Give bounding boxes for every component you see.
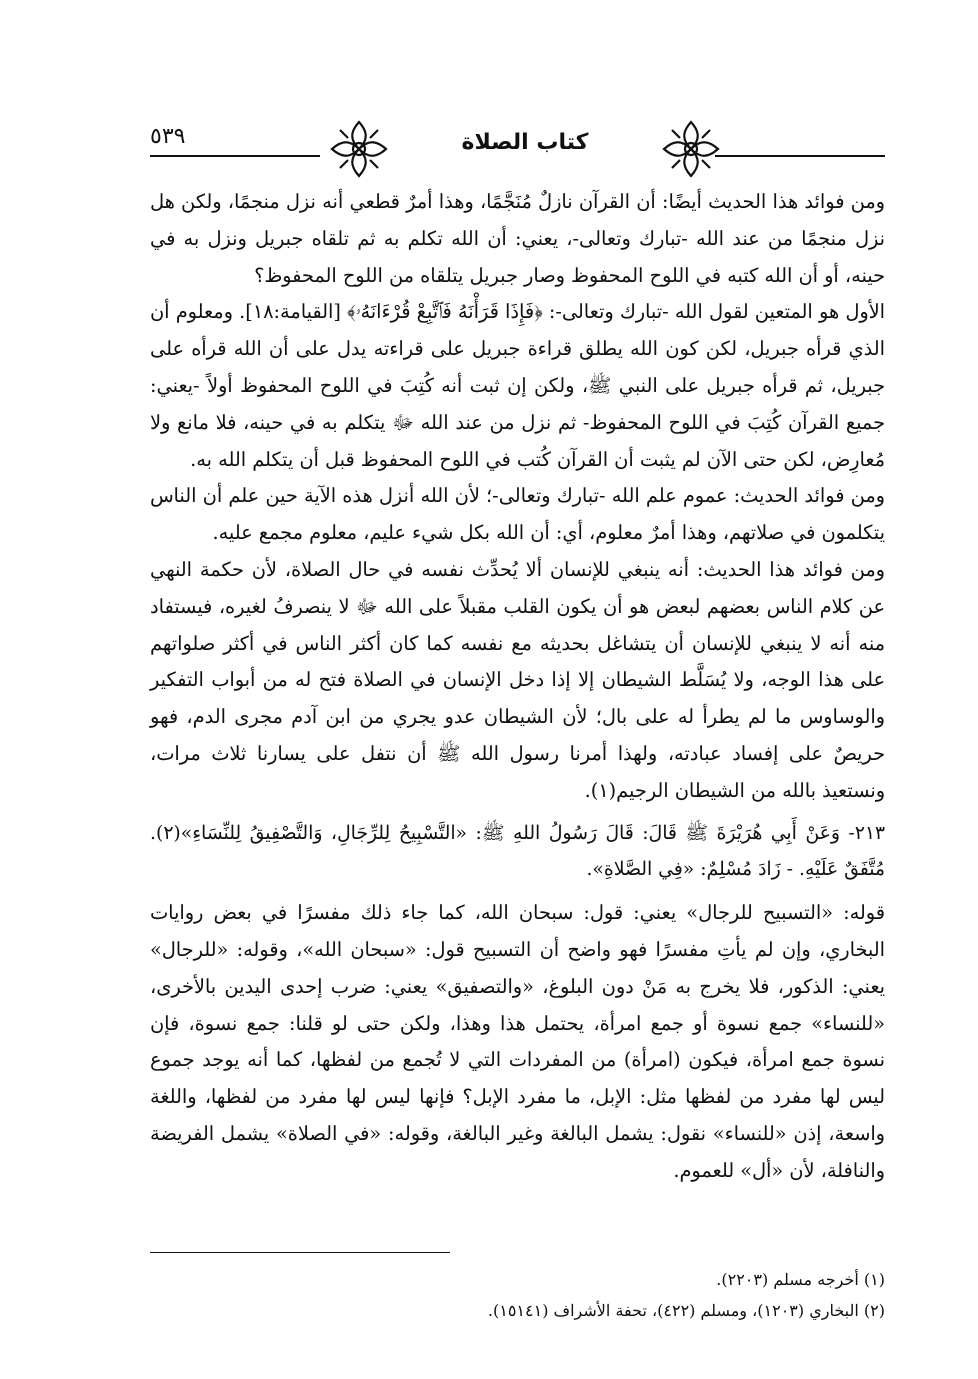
- page-number: ٥٣٩: [150, 124, 186, 149]
- footnotes: [150, 1264, 885, 1326]
- header-rule-left: [150, 155, 320, 157]
- footnote: (١) أخرجه مسلم (٢٢٠٣).: [716, 1270, 885, 1289]
- main-text: [150, 184, 885, 1190]
- ornament-right-icon: [660, 118, 722, 180]
- book-page: [150, 112, 885, 1332]
- commentary-paragraph: قوله: «التسبيح للرجال» يعني: قول: سبحان الله، كما جاء ذلك مفسرًا في بعض روايات البخاري، وإن لم يأتِ مفسرًا فهو واضح أن التسبيح قول: «سبحان الله»، وقوله: «للرجال» يعني: الذكور، فلا يخرج به مَنْ دون البلوغ، «والتصفيق» يعني: ضرب إحدى اليدين بالأخرى، «للنساء» جمع نسوة أو جمع امرأة، يحتمل هذا وهذا، ولكن حتى لو قلنا: جمع نسوة، فإن نسوة جمع امرأة، فيكون (امرأة) من المفردات التي لا تُجمع من لفظها، كما أنه يوجد جموع ليس لها مفرد من لفظها مثل: الإبل، ما مفرد الإبل؟ فإنها ليس لها مفرد من لفظها، واللغة واسعة، إذن «للنساء» نقول: يشمل البالغة وغير البالغة، وقوله: «في الصلاة» يشمل الفريضة والنافلة، لأن «أل» للعموم.: [150, 901, 885, 1182]
- paragraph: ومن فوائد هذا الحديث أيضًا: أن القرآن نازلٌ مُنَجَّمًا، وهذا أمرٌ قطعي أنه نزل منجمًا، ولكن هل نزل منجمًا من عند الله -تبارك وتعالى-، يعني: أن الله تكلم به ثم تلقاه جبريل ونزل به في حينه، أو أن الله كتبه في اللوح المحفوظ وصار جبريل يتلقاه من اللوح المحفوظ؟: [150, 190, 885, 287]
- chapter-title: كتاب الصلاة: [461, 130, 589, 155]
- hadith-text: ٢١٣- وَعَنْ أَبِي هُرَيْرَةَ ﷺ قَالَ: قَالَ رَسُولُ اللهِ ﷺ: «التَّسْبِيحُ لِلرِّجَالِ، وَالتَّصْفِيقُ لِلنِّسَاءِ»(٢). مُتَّفَقٌ عَلَيْهِ. - زَادَ مُسْلِمٌ: «فِي الصَّلاةِ».: [150, 822, 885, 881]
- paragraph: ومن فوائد الحديث: عموم علم الله -تبارك وتعالى-؛ لأن الله أنزل هذه الآية حين علم أن الناس يتكلمون في صلاتهم، وهذا أمرٌ معلوم، أي: أن الله بكل شيء عليم، معلوم مجمع عليه.: [150, 484, 885, 545]
- paragraph: ومن فوائد هذا الحديث: أنه ينبغي للإنسان ألا يُحدِّث نفسه في حال الصلاة، لأن حكمة النهي عن كلام الناس بعضهم لبعض هو أن يكون القلب مقبلاً على الله ﷻ لا ينصرفُ لغيره، فيستفاد منه أنه لا ينبغي للإنسان أن يتشاغل بحديثه مع نفسه كما كان أكثر الناس في أكثر صلواتهم على هذا الوجه، ولا يُسَلَّط الشيطان إلا إذا دخل الإنسان في الصلاة فتح له من أبواب التفكير والوساوس ما لم يطرأ له على بال؛ لأن الشيطان عدو يجري من ابن آدم مجرى الدم، فهو حريصٌ على إفساد عبادته، ولهذا أمرنا رسول الله ﷺ أن نتفل على يسارنا ثلاث مرات، ونستعيذ بالله من الشيطان الرجيم(١).: [150, 557, 885, 802]
- footnote: (٢) البخاري (١٢٠٣)، ومسلم (٤٢٢)، تحفة الأشراف (١٥١٤١).: [487, 1301, 885, 1320]
- header-rule-right: [715, 155, 885, 157]
- page-header: [150, 112, 885, 182]
- ornament-left-icon: [328, 118, 390, 180]
- paragraph: الأول هو المتعين لقول الله -تبارك وتعالى-: ﴿فَإِذَا قَرَأْنَهُ فَٱتَّبِعْ قُرْءَانَهُۥ﴾ [القيامة:١٨]. ومعلوم أن الذي قرأه جبريل، لكن كون الله يطلق قراءة جبريل على قراءته يدل على أن الله قرأه على جبريل، ثم قرأه جبريل على النبي ﷺ، ولكن إن ثبت أنه كُتِبَ في اللوح المحفوظ أولاً -يعني: جميع القرآن كُتِبَ في اللوح المحفوظ- ثم نزل من عند الله ﷻ يتكلم به في حينه، فلا مانع ولا مُعارِض، لكن حتى الآن لم يثبت أن القرآن كُتب في اللوح المحفوظ قبل أن يتكلم الله به.: [150, 300, 885, 471]
- footnote-rule: [150, 1252, 450, 1253]
